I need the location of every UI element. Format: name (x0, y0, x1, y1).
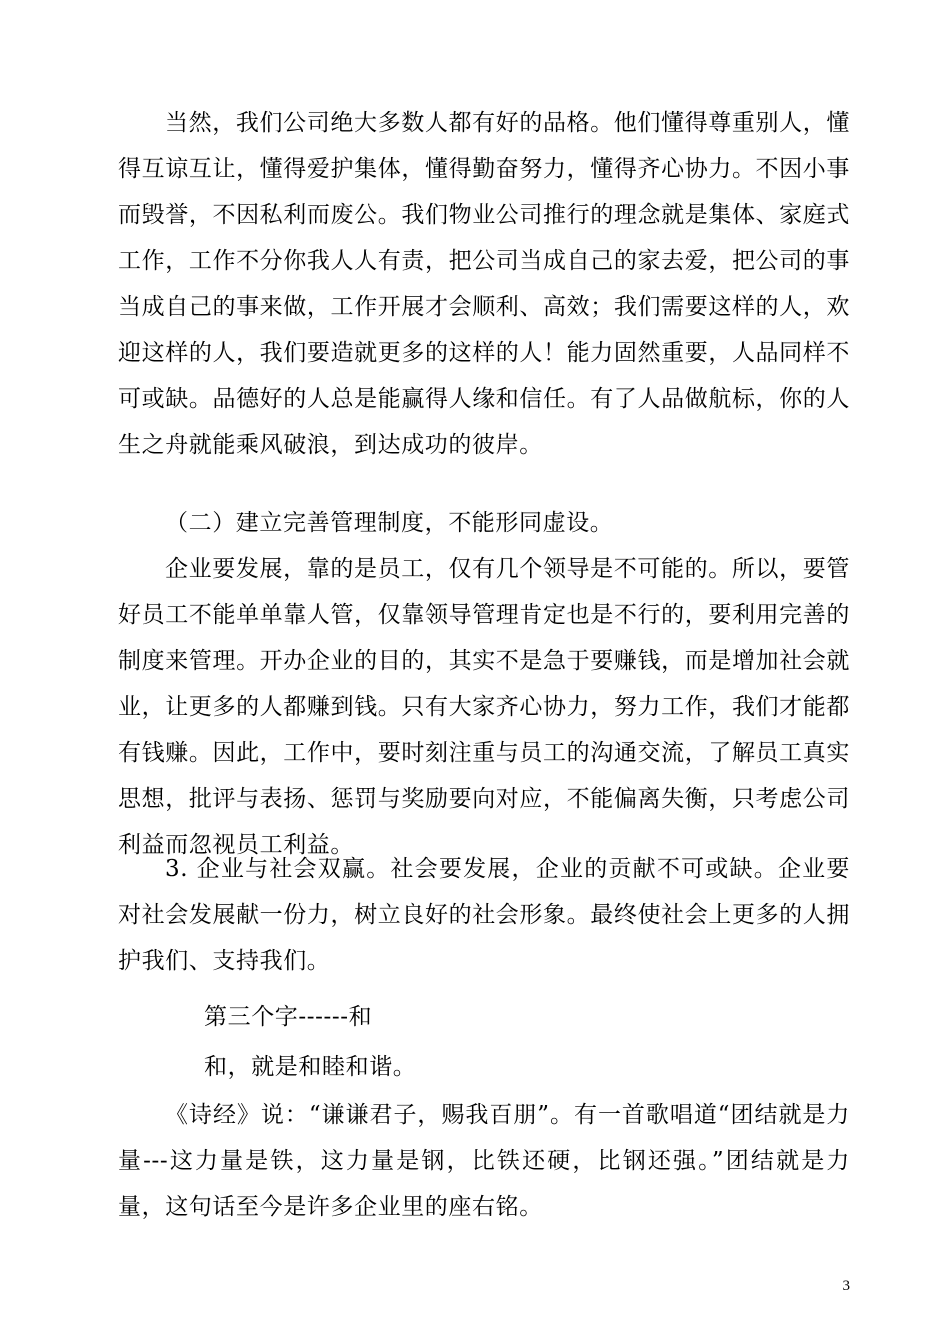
heading-third-character: 第三个字------和 (204, 1004, 373, 1030)
section-heading-management-system: （二）建立完善管理制度，不能形同虚设。 (165, 510, 614, 536)
page-number: 3 (842, 1278, 850, 1294)
paragraph-book-of-songs: 《诗经》说：“谦谦君子，赐我百朋”。有一首歌唱道“团结就是力量---这力量是铁，这力量是钢，比铁还硬，比钢还强。”团结就是力量，这句话至今是许多企业里的座右铭。 (118, 1102, 850, 1220)
paragraph-enterprise-society: 3. 企业与社会双赢。社会要发展，企业的贡献不可或缺。企业要对社会发展献一份力，树立良好的社会形象。最终使社会上更多的人拥护我们、支持我们。 (118, 856, 850, 974)
paragraph-management-system: 企业要发展，靠的是员工，仅有几个领导是不可能的。所以，要管好员工不能单单靠人管，仅靠领导管理肯定也是不行的，要利用完善的制度来管理。开办企业的目的，其实不是急于要赚钱，而是增加社会就业，让更多的人都赚到钱。只有大家齐心协力，努力工作，我们才能都有钱赚。因此，工作中，要时刻注重与员工的沟通交流，了解员工真实思想，批评与表扬、惩罚与奖励要向对应，不能偏离失衡，只考虑公司利益而忽视员工利益。 (118, 556, 850, 858)
paragraph-harmony-definition: 和，就是和睦和谐。 (204, 1054, 417, 1080)
paragraph-character-quality: 当然，我们公司绝大多数人都有好的品格。他们懂得尊重别人，懂得互谅互让，懂得爱护集体，懂得勤奋努力，懂得齐心协力。不因小事而毁誉，不因私利而废公。我们物业公司推行的理念就是集体、家庭式工作，工作不分你我人人有责，把公司当成自己的家去爱，把公司的事当成自己的事来做，工作开展才会顺利、高效；我们需要这样的人，欢迎这样的人，我们要造就更多的这样的人！能力固然重要，人品同样不可或缺。品德好的人总是能赢得人缘和信任。有了人品做航标，你的人生之舟就能乘风破浪，到达成功的彼岸。 (118, 110, 850, 458)
